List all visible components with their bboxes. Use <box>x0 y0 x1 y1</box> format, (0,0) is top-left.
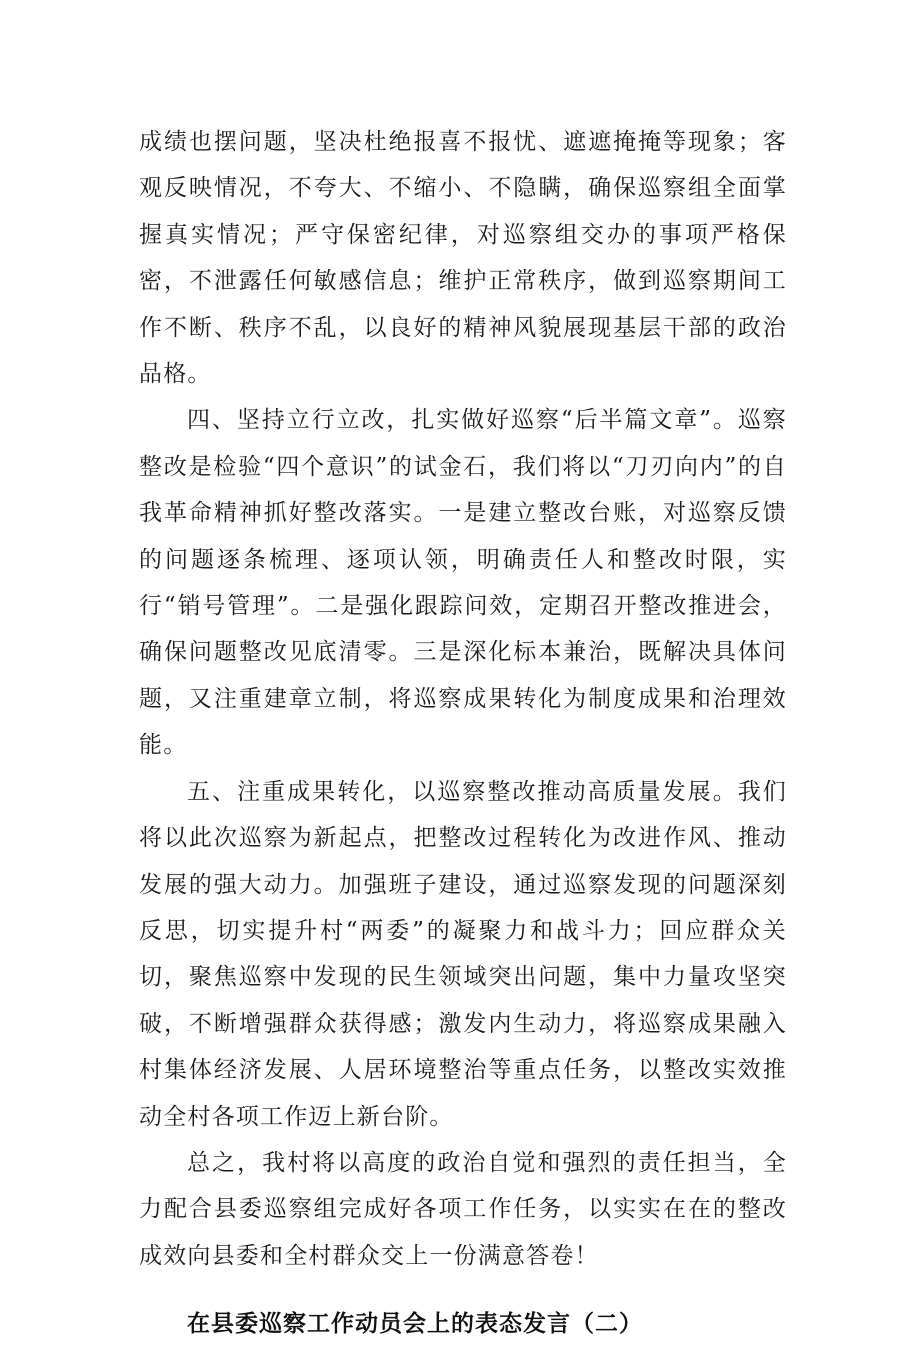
section-title: 在县委巡察工作动员会上的表态发言（二） <box>187 1311 643 1338</box>
paragraph-continuation: 成绩也摆问题，坚决杜绝报喜不报忧、遮遮掩掩等现象；客观反映情况，不夸大、不缩小、不隐瞒，确保巡察组全面掌握真实情况；严守保密纪律，对巡察组交办的事项严格保密，不泄露任何敏感信息；维护正常秩序，做到巡察期间工作不断、秩序不乱，以良好的精神风貌展现基层干部的政治品格。 <box>139 129 787 388</box>
document-page <box>139 119 787 1347</box>
paragraph-section-five: 五、注重成果转化，以巡察整改推动高质量发展。我们将以此次巡察为新起点，把整改过程转化为改进作风、推动发展的强大动力。加强班子建设，通过巡察发现的问题深刻反思，切实提升村“两委”的凝聚力和战斗力；回应群众关切，聚焦巡察中发现的民生领域突出问题，集中力量攻坚突破，不断增强群众获得感；激发内生动力，将巡察成果融入村集体经济发展、人居环境整治等重点任务，以整改实效推动全村各项工作迈上新台阶。 <box>139 778 787 1130</box>
paragraph-conclusion: 总之，我村将以高度的政治自觉和强烈的责任担当，全力配合县委巡察组完成好各项工作任务，以实实在在的整改成效向县委和全村群众交上一份满意答卷！ <box>139 1149 787 1269</box>
paragraph-section-four: 四、坚持立行立改，扎实做好巡察“后半篇文章”。巡察整改是检验“四个意识”的试金石，我们将以“刀刃向内”的自我革命精神抓好整改落实。一是建立整改台账，对巡察反馈的问题逐条梳理、逐项认领，明确责任人和整改时限，实行“销号管理”。二是强化跟踪问效，定期召开整改推进会，确保问题整改见底清零。三是深化标本兼治，既解决具体问题，又注重建章立制，将巡察成果转化为制度成果和治理效能。 <box>139 407 787 759</box>
